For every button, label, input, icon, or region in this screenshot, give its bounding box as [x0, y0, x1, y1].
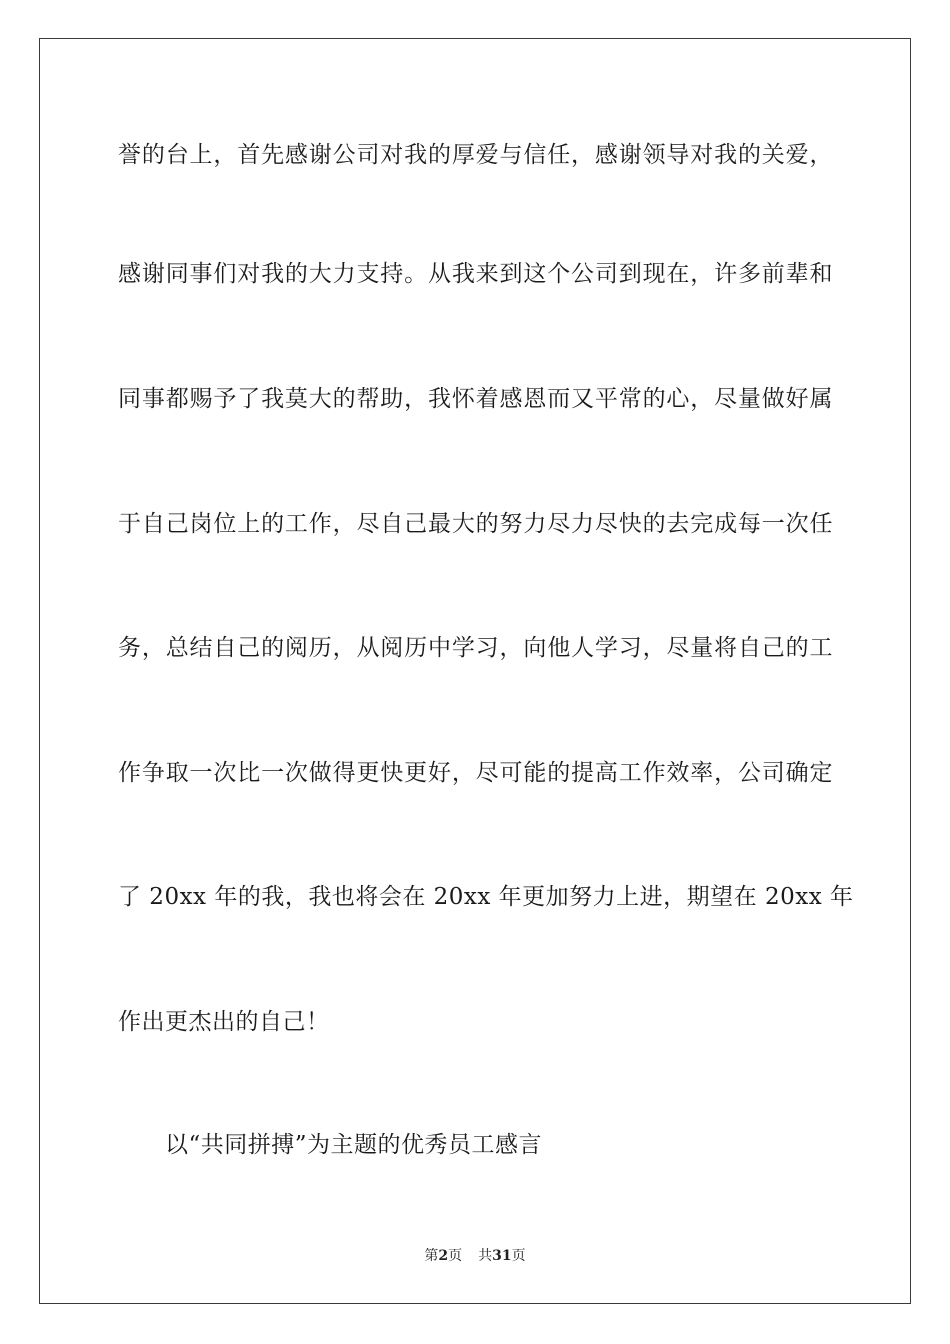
total-suffix: 页	[511, 1248, 526, 1264]
paragraph-line-3: 同事都赐予了我莫大的帮助，我怀着感恩而又平常的心，尽量做好属	[118, 386, 833, 412]
next-section-title: 以“共同拼搏”为主题的优秀员工感言	[165, 1132, 543, 1158]
page-suffix: 页	[448, 1248, 463, 1264]
total-pages: 31	[492, 1248, 512, 1264]
paragraph-line-7: 了 20xx 年的我，我也将会在 20xx 年更加努力上进，期望在 20xx 年	[118, 884, 854, 910]
paragraph-line-6: 作争取一次比一次做得更快更好，尽可能的提高工作效率，公司确定	[118, 760, 833, 786]
page-frame	[39, 38, 911, 1304]
page-prefix: 第	[424, 1248, 439, 1264]
paragraph-line-2: 感谢同事们对我的大力支持。从我来到这个公司到现在，许多前辈和	[118, 261, 833, 287]
paragraph-line-8: 作出更杰出的自己！	[118, 1009, 330, 1035]
paragraph-line-5: 务，总结自己的阅历，从阅历中学习，向他人学习，尽量将自己的工	[118, 635, 833, 661]
paragraph-line-1: 誉的台上，首先感谢公司对我的厚爱与信任，感谢领导对我的关爱，	[118, 142, 833, 168]
total-prefix: 共	[478, 1248, 493, 1264]
page-footer	[0, 1247, 950, 1265]
page-number: 2	[438, 1248, 449, 1264]
paragraph-line-4: 于自己岗位上的工作，尽自己最大的努力尽力尽快的去完成每一次任	[118, 511, 833, 537]
